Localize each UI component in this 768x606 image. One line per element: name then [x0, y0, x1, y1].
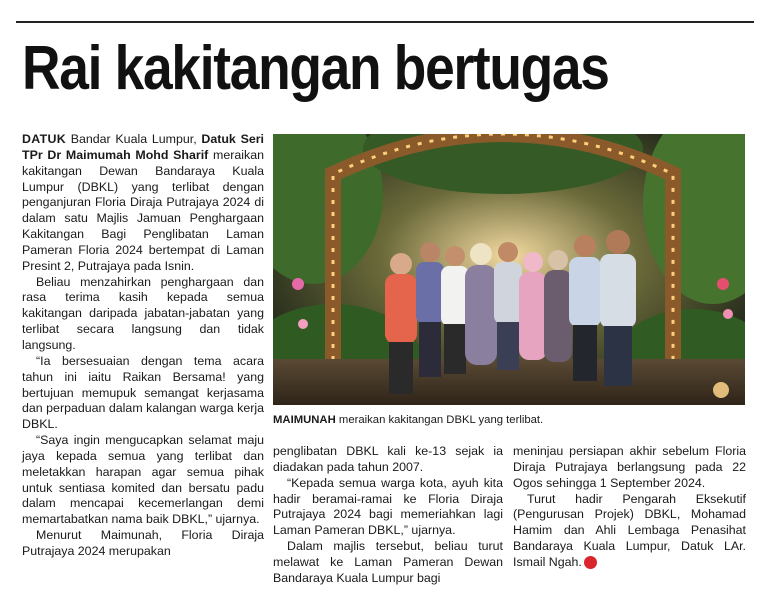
caption-name: MAIMUNAH: [273, 414, 336, 426]
flower: [717, 278, 729, 290]
paragraph-10: [513, 492, 746, 571]
caption-text: meraikan kakitangan DBKL yang terlibat.: [335, 414, 544, 426]
paragraph-1-part-a: Bandar Kuala Lumpur,: [65, 132, 202, 146]
paragraph-9: meninjau persiapan akhir sebelum Floria Diraja Putrajaya berlangsung pada 22 Ogos sehingga 1 September 2024.: [513, 444, 746, 490]
paragraph-1-part-b: meraikan kakitangan Dewan Bandaraya Kuala Lumpur (DBKL) yang terlibat dengan penganjuran Floria Diraja Putrajaya 2024 di dalam satu Majlis Jamuan Penghargaan Kakitangan Bagi Penglibatan Laman Pameran Floria 2024 bertempat di Laman Presint 2, Putrajaya pada Isnin.: [22, 147, 264, 273]
paragraph-2: Beliau menzahirkan penghargaan dan rasa terima kasih kepada semua kakitangan daripada jabatan-jabatan yang terlibat secara langsung dan tidak langsung.: [22, 274, 264, 352]
paragraph-10-text: Turut hadir Pengarah Eksekutif (Pengurusan Projek) DBKL, Mohamad Hamim dan Ahli Lembaga Penasihat Bandaraya Kuala Lumpur, Datuk LAr. Ismail Ngah.: [513, 491, 746, 569]
paragraph-8: Dalam majlis tersebut, beliau turut melawat ke Laman Pameran Dewan Bandaraya Kuala Lumpur bagi: [273, 539, 503, 585]
article-column-3: [513, 444, 746, 571]
paragraph-4: “Saya ingin mengucapkan selamat maju jaya kepada semua yang terlibat dan meletakkan harapan agar semua pihak untuk sentiasa komited dan bersatu padu dalam mencapai kecemerlangan demi memartabatkan nama baik DBKL,” ujarnya.: [22, 433, 264, 527]
garden-lamp: [713, 382, 729, 398]
end-mark-icon: 17: [584, 556, 597, 569]
flower: [723, 309, 733, 319]
lead-word: DATUK: [22, 132, 66, 146]
top-rule: [16, 21, 754, 23]
paragraph-1: [22, 132, 264, 275]
paragraph-3: “Ia bersesuaian dengan tema acara tahun ini iaitu Raikan Bersama! yang bertujuan memupuk semangat kerjasama dan perpaduan dalam kalangan warga kerja DBKL.: [22, 353, 264, 432]
headline: Rai kakitangan bertugas: [22, 34, 609, 103]
event-photo: [273, 134, 745, 405]
paragraph-6: penglibatan DBKL kali ke-13 sejak ia diadakan pada tahun 2007.: [273, 444, 503, 474]
photo-caption: [273, 413, 745, 427]
article-column-2: [273, 444, 503, 587]
flower: [298, 319, 308, 329]
official-name: Datuk Seri TPr Dr Maimumah Mohd Sharif: [22, 132, 264, 162]
article-column-1: [22, 132, 264, 560]
flower: [292, 278, 304, 290]
paragraph-7: “Kepada semua warga kota, ayuh kita hadir beramai-ramai ke Floria Diraja Putrajaya 2024 bagi memeriahkan lagi Laman Pameran DBKL,” ujarnya.: [273, 475, 503, 538]
event-photo-illustration: [273, 134, 745, 405]
paragraph-5: Menurut Maimunah, Floria Diraja Putrajaya 2024 merupakan: [22, 528, 264, 558]
